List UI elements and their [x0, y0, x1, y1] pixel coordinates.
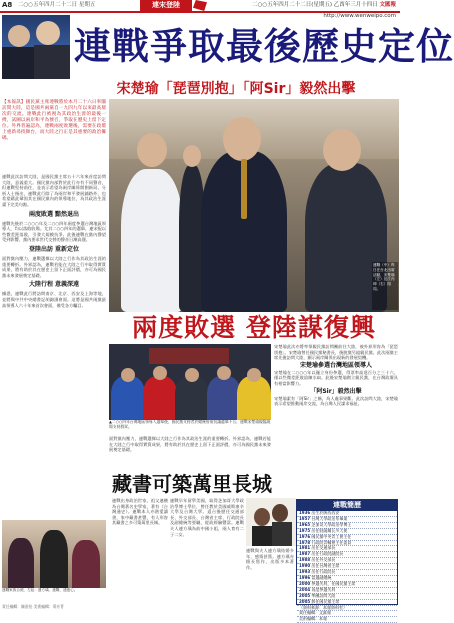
- crowd-figure: [207, 376, 241, 420]
- sidebar-row-text: 出任行政院副院長: [311, 551, 344, 557]
- sidebar-row-text: 出任外交部長: [311, 557, 336, 563]
- hero-photo: [2, 15, 70, 79]
- lead-paragraph: 【本報訊】國民黨主席連戰將於本月二十六日率團訪問大陸，這是國共兩黨自一九四九年以來最高層次的交流。連戰此行被視為其政治生涯的最後一搏，試圖以兩岸和平為號召，爭取在歷史上留下定位。外界普遍認為，連戰兩度敗選後，需要在政壇上重新尋找舞台，而大陸之行正是其重要的政治籌碼。: [2, 100, 106, 141]
- china-map-icon: [193, 0, 207, 11]
- family-photo: [2, 520, 106, 588]
- banner-headline-2: 兩度敗選 登陸謀復興: [132, 313, 376, 342]
- body-paragraph: 據悉，連戰此行將訪問南京、北京、西安及上海等地，並將與中共中央總書記胡錦濤會面。這將是國共兩黨最高領導人六十年來首次會面，備受各方矚目。: [2, 291, 106, 308]
- photo-suit: [272, 522, 292, 546]
- sidebar-row-text: 卸任國民黨主席: [311, 598, 340, 604]
- photo-face: [254, 508, 270, 526]
- mid-column: [109, 436, 271, 470]
- sidebar-row-year: 1996: [299, 574, 311, 580]
- body-paragraph: 面對黨內壓力，連戰選擇以大陸之行作為其政治生涯的重要轉折。外界認為，連戰若能在大陸之行中取得實質成果，將有助於其在歷史上留下正面評價，亦可為國民黨未來發展奠定基礎。: [109, 436, 271, 453]
- sidebar-row-year: 1976: [299, 533, 311, 539]
- section-label: 連宋登陸: [140, 0, 192, 11]
- tie-center: [241, 159, 247, 219]
- section-heading: 宋楚瑜參選台灣地區領導人: [299, 361, 372, 369]
- sidebar-row-year: 1988: [299, 557, 311, 563]
- sidebar-row-text: 出任駐薩爾瓦多大使: [311, 527, 348, 533]
- crowd-figure: [237, 376, 271, 420]
- hero-face-right: [36, 21, 60, 45]
- main-photo-caption: 連戰（中）昨日在台北出席活動，宋楚瑜（左）及江丙坤（右）陪同。: [372, 262, 398, 310]
- sidebar-row-year: 2005: [299, 592, 311, 598]
- sidebar-row-text: 出生於陝西西安: [311, 510, 340, 515]
- sidebar-row-text: 責任編輯：文匯報: [299, 610, 331, 616]
- family-photo-caption: 連戰家族合照，左起：連方瑀、連戰、連惠心。: [2, 588, 78, 592]
- sidebar-row-text: （資料來源：本報資料室）: [299, 604, 347, 610]
- body-paragraph: 宋楚瑜此次亦將率領親民黨訪問團前往大陸，被外界形容為「琵琶別抱」。宋楚瑜曾任國民黨秘書長，後脫黨另組親民黨。此次兩黨主席先後訪問大陸，顯示兩岸關係出現新的發展契機。: [274, 344, 398, 361]
- family-figure: [40, 530, 68, 588]
- crowd-face: [185, 368, 199, 382]
- photo-suit: [252, 526, 272, 546]
- sidebar-row-year: 1990: [299, 563, 311, 569]
- page-subhead: 宋楚瑜「琵琶別抱」「阿Sir」毅然出擊: [116, 81, 356, 97]
- face-center: [223, 117, 261, 161]
- sidebar-row-text: 率團訪問大陸: [311, 592, 336, 598]
- sidebar-row-text: 美術編輯：本報: [299, 616, 327, 622]
- protest-photo-caption: ▲二○○四年台灣地區領導人選舉後，國民黨支持者於總統府前抗議選舉不公，連戰宋楚瑜親臨現場支持群眾。: [109, 419, 271, 429]
- masthead: [0, 0, 400, 19]
- hero-suit-right: [34, 45, 70, 79]
- protest-sign: [149, 348, 229, 364]
- footer-credits: 責任編輯：陳嘉怡 美術編輯：黃亦菁: [2, 604, 64, 609]
- crowd-face: [121, 368, 135, 382]
- sidebar-title: 連戰簡歷: [297, 500, 397, 511]
- book-column-1: 連戰出身政治世家，祖父連橫為台灣著名史學家，著有《台灣通史》。連戰本人亦熱愛讀書，家中藏書甚豐，有人形容其藏書之多可築萬里長城。: [112, 498, 168, 526]
- body-paragraph: 連戰此次訪問大陸，是國民黨主席五十六年來首度訪問大陸，意義重大。國民黨內部對於此行亦有不同聲音，但連戰堅持前往，並表示希望為兩岸關係開創新局。分析人士指出，連戰此行除了為兩岸和平發展鋪路外，也希望藉此鞏固其在國民黨內的領導地位，為其政治生涯畫下完美句點。: [2, 174, 106, 207]
- masthead-rule: [0, 11, 400, 13]
- sidebar-row-year: 2000: [299, 580, 311, 586]
- face-background: [183, 145, 201, 167]
- family-figure: [72, 540, 100, 588]
- sidebar-row-year: 2005: [299, 598, 311, 604]
- sidebar-row-text: 出任台灣省主席: [311, 563, 340, 569]
- sidebar-row-text: 台灣大學政治系畢業: [311, 515, 348, 521]
- crowd-face: [153, 366, 167, 380]
- sidebar-row-year: 1993: [299, 569, 311, 575]
- sidebar-row-text: 芝加哥大學政治學博士: [311, 521, 352, 527]
- site-url[interactable]: http://www.wenweipo.com: [323, 13, 396, 19]
- section-heading: 登陸出訪 重新定位: [28, 245, 80, 253]
- sidebar-row-year: 1981: [299, 545, 311, 551]
- body-paragraph: 宋楚瑜在二○○○年以獨立身份參選，得票率高達百分之三十六，僅以些微差距敗給陳水扁。此後宋楚瑜創立親民黨，在台灣政壇具有相當影響力。: [274, 369, 398, 386]
- sidebar-row-year: 1936: [299, 510, 311, 515]
- crowd-face: [217, 366, 231, 380]
- sidebar-row-text: 國民黨中央青工會主任: [311, 533, 352, 539]
- sidebar-row-text: 再度參選失利: [311, 586, 336, 592]
- sidebar-row-year: 1965: [299, 521, 311, 527]
- crowd-figure: [111, 376, 145, 420]
- hero-suit-left: [2, 47, 36, 79]
- bio-sidebar: [296, 499, 398, 622]
- section-heading: 「阿Sir」毅然出擊: [310, 387, 362, 395]
- section-heading: 大陸行程 意義深遠: [28, 281, 80, 289]
- face-right: [323, 129, 361, 171]
- page-headline: 連戰爭取最後歷史定位: [74, 25, 454, 68]
- family-figure: [8, 538, 34, 588]
- main-photo: [109, 99, 399, 312]
- right-column: [274, 344, 398, 472]
- sidebar-row-text: 出任行政院長: [311, 569, 336, 575]
- sidebar-row-text: 行政院青輔會主任委員: [311, 539, 352, 545]
- sidebar-row-year: 1975: [299, 527, 311, 533]
- banner-headline-3: 藏書可築萬里長城: [112, 472, 272, 496]
- masthead-right-date: 二○○五年四月二十二日(星期五) 乙酉年三月十四日: [252, 2, 378, 8]
- figure-left-white-jacket: [121, 169, 183, 312]
- crowd-figure: [175, 376, 209, 420]
- sidebar-row-year: 1978: [299, 539, 311, 545]
- protest-photo: [109, 344, 271, 420]
- left-column: [2, 174, 106, 518]
- sidebar-row: [297, 617, 397, 623]
- book-column-3: 連戰與夫人連方瑀結婚多年，感情甚篤。連方瑀亦擅長寫作，出版多本著作。: [246, 548, 294, 570]
- sidebar-row-text: 參選失利，任國民黨主席: [311, 580, 356, 586]
- book-column-2: 連戰早年留學美國，取得芝加哥大學政治學博士學位，曾任教於美國威斯康辛大學及台灣大學。返台後歷任交通部長、外交部長、台灣省主席、行政院長及副總統等要職，從政經驗豐富。連戰夫人連方瑀為前中國小姐，兩人育有二子二女。: [170, 498, 244, 537]
- sidebar-row-year: 1987: [299, 551, 311, 557]
- crowd-figure: [143, 376, 177, 420]
- body-paragraph: 面對黨內壓力，連戰選擇以大陸之行作為其政治生涯的重要轉折。外界認為，連戰若能在大陸之行中取得實質成果，將有助於其在歷史上留下正面評價，亦可為國民黨未來發展奠定基礎。: [2, 255, 106, 278]
- brand-name: 文匯報: [379, 2, 396, 8]
- face-left: [137, 133, 167, 167]
- body-paragraph: 宋楚瑜素有「阿Sir」之稱，為人處事果斷。此次訪問大陸，宋楚瑜表示希望推動兩岸交流，為台灣人民謀求福祉。: [274, 395, 398, 407]
- crowd-face: [247, 368, 261, 382]
- sidebar-row-year: 1957: [299, 515, 311, 521]
- masthead-date: 二○○五年四月二十二日 星期五: [18, 2, 96, 8]
- page-number: A8: [2, 1, 13, 9]
- hero-face-left: [8, 25, 30, 47]
- sidebar-row-year: 2004: [299, 586, 311, 592]
- photo-face: [272, 504, 288, 522]
- sidebar-row-text: 出任交通部長: [311, 545, 336, 551]
- body-paragraph: 連戰先後於二○○○年及二○○四年兩度參選台灣地區領導人，均以落敗收場。尤其二○○四年的選舉，連宋配以些微差距落敗，引發大規模抗爭。此後連戰在黨內聲望受到影響，黨內要求世代交替的聲音日漸高漲。: [2, 220, 106, 243]
- section-heading: 兩度敗選 黯然退出: [28, 210, 80, 218]
- sidebar-row-text: 當選副總統: [311, 574, 332, 580]
- couple-photo: [246, 498, 296, 546]
